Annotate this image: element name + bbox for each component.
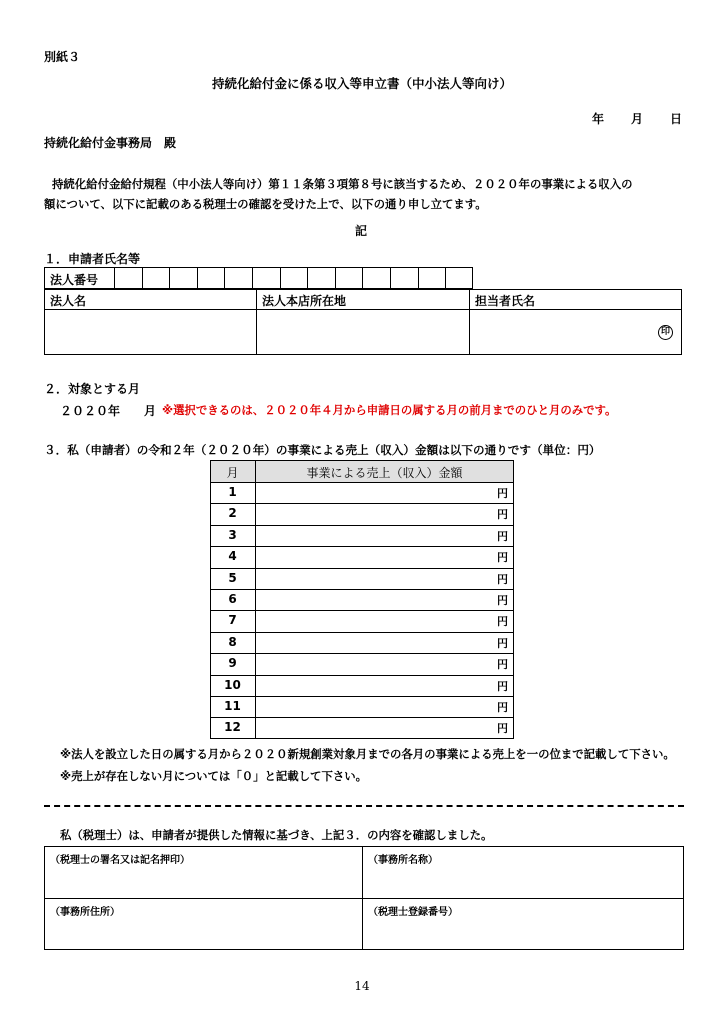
attachment-label: 別紙３ [44,50,81,64]
corp-number-digit-cell [280,267,281,289]
sales-row-month: 11 [224,699,241,713]
sales-row-month: 4 [228,549,237,564]
corp-number-digit-cell [114,267,115,289]
corp-number-digit-cell [418,267,419,289]
intro-line-1: 持続化給付金給付規程（中小法人等向け）第１１条第３項第８号に該当するため、２０２０年の事業による収入の [52,177,633,191]
corp-number-digit-cell [335,267,336,289]
corp-number-digit-cell [142,267,143,289]
col-month-header: 月 [226,466,239,480]
sales-row-yen-unit: 円 [497,529,508,543]
sales-row-yen-unit: 円 [497,551,508,565]
sales-row-yen-unit: 円 [497,722,508,736]
col-amount-header: 事業による売上（収入）金額 [306,466,463,480]
target-month-note: ※選択できるのは、２０２０年４月から申請日の属する月の前月までのひと月のみです。 [162,403,617,417]
corp-number-label: 法人番号 [50,273,99,287]
sales-row-month: 7 [228,613,237,628]
sales-row-divider [210,503,514,504]
corp-number-digit-cell [252,267,253,289]
signature-label: （税理士の署名又は記名押印） [50,855,190,866]
sales-row-month: 3 [228,527,237,542]
intro-line-2: 額について、以下に記載のある税理士の確認を受けた上で、以下の通り申し立てます。 [44,197,487,211]
sales-row-divider [210,589,514,590]
sales-row-divider [210,653,514,654]
addressee: 持続化給付金事務局 殿 [44,136,177,150]
sales-row-divider [210,717,514,718]
date-month-label: 月 [631,112,644,126]
page-number: 14 [354,979,370,993]
sales-row-month: 2 [228,506,237,521]
sales-row-yen-unit: 円 [497,572,508,586]
sales-note-1: ※法人を設立した日の属する月から２０２０新規創業対象月までの各月の事業による売上を一の位まで記載して下さい。 [60,747,675,761]
accountant-statement: 私（税理士）は、申請者が提供した情報に基づき、上記３．の内容を確認しました。 [60,828,493,842]
sales-row-yen-unit: 円 [497,594,508,607]
sales-row-divider [210,482,514,483]
ki-label: 記 [355,224,368,238]
sales-row-divider [210,525,514,526]
date-day-label: 日 [670,112,683,126]
office-address-label: （事務所住所） [50,907,120,918]
sales-row-month: 6 [228,592,237,606]
corp-number-digit-cell [224,267,225,289]
sales-row-yen-unit: 円 [497,658,508,672]
sales-row-month: 9 [228,656,237,671]
cut-line [44,805,684,807]
sales-row-month: 10 [224,677,241,692]
sales-row-divider [210,610,514,611]
target-month-text: ２０２０年 月 [60,404,157,418]
corp-name-label: 法人名 [50,294,87,308]
corp-info-table [44,289,682,355]
sales-row-month: 5 [228,570,237,585]
sales-row-yen-unit: 円 [497,679,508,693]
seal-mark: 印 [658,325,673,340]
sales-row-divider [210,675,514,676]
sales-note-2: ※売上が存在しない月については「０」と記載して下さい。 [60,769,368,783]
sales-row-divider [210,568,514,569]
section2-heading: ２．対象とする月 [44,382,141,396]
date-year-label: 年 [592,112,605,126]
corp-number-digit-cell [197,267,198,289]
sales-row-divider [210,632,514,633]
sales-row-yen-unit: 円 [497,701,508,714]
hq-address-label: 法人本店所在地 [262,294,347,308]
office-name-label: （事務所名称） [368,855,438,866]
corp-number-digit-cell [362,267,363,289]
sales-row-yen-unit: 円 [497,508,508,522]
section3-heading: ３．私（申請者）の令和２年（２０２０年）の事業による売上（収入）金額は以下の通りです（単位：円） [44,443,601,457]
section1-heading: １．申請者氏名等 [44,252,141,266]
corp-number-digit-cell [390,267,391,289]
registration-number-label: （税理士登録番号） [368,907,458,918]
sales-row-month: 12 [224,720,241,735]
corp-number-row [44,267,473,289]
corp-number-digit-cell [307,267,308,289]
sales-row-month: 1 [228,485,237,499]
sales-row-yen-unit: 円 [497,487,508,500]
page-title: 持続化給付金に係る収入等申立書（中小法人等向け） [211,76,512,91]
corp-number-digit-cell [169,267,170,289]
sales-row-divider [210,546,514,547]
sales-row-divider [210,696,514,697]
sales-row-yen-unit: 円 [497,636,508,650]
sales-row-yen-unit: 円 [497,615,508,629]
sales-row-month: 8 [228,634,237,649]
contact-name-label: 担当者氏名 [475,294,536,308]
corp-number-digit-cell [445,267,446,289]
